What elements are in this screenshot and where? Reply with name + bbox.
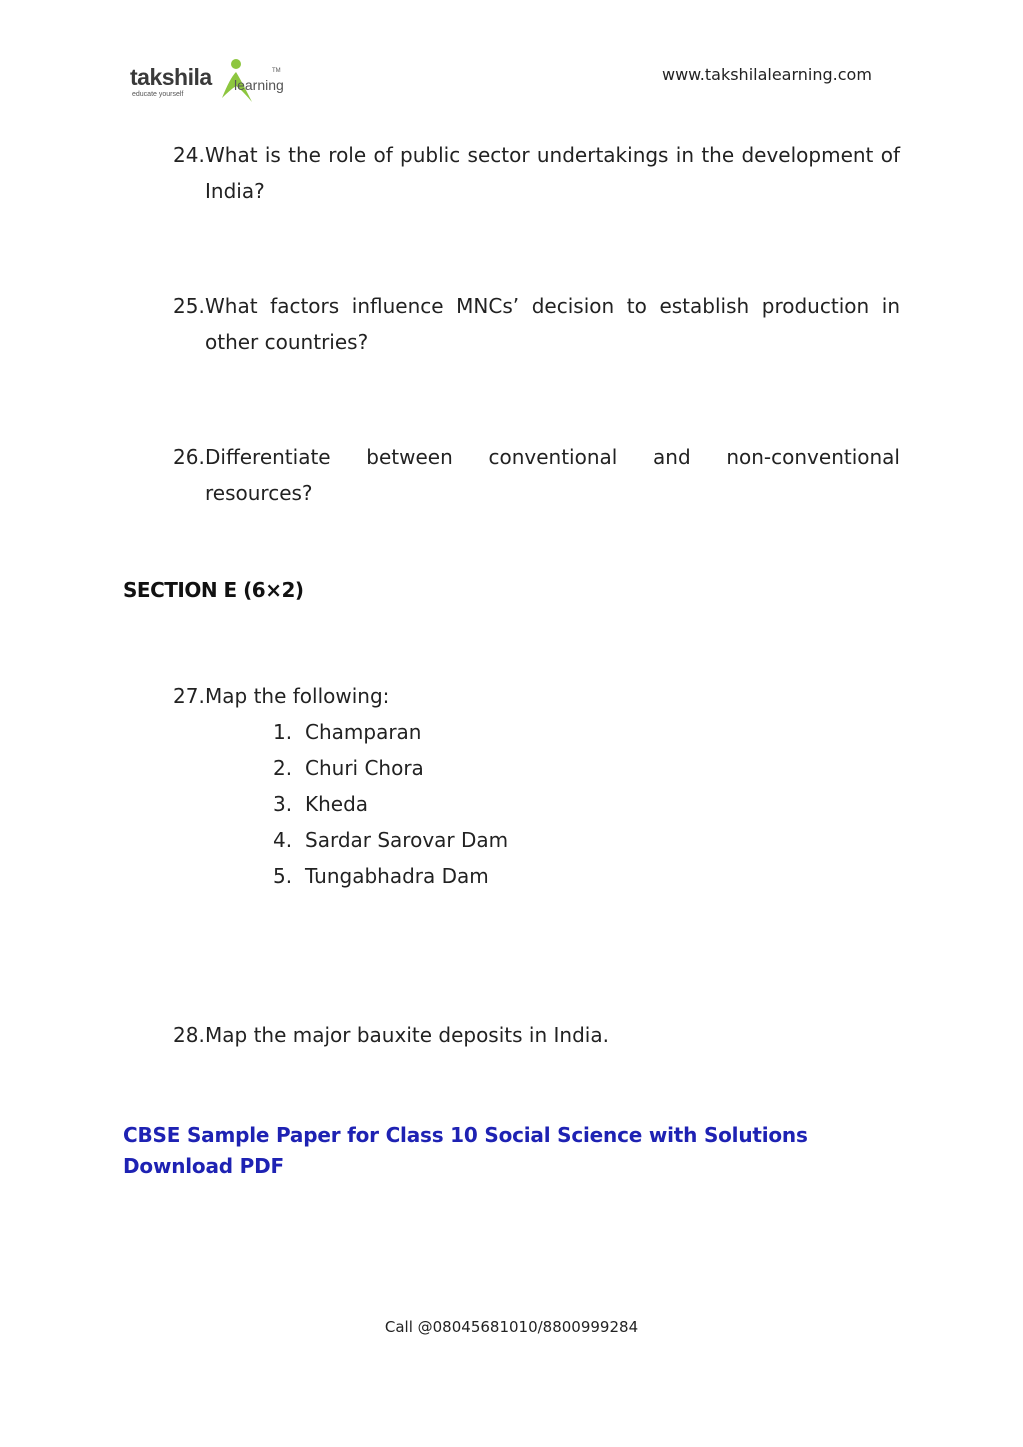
list-text: Kheda — [305, 792, 369, 816]
list-text: Churi Chora — [305, 756, 424, 780]
list-text: Champaran — [305, 720, 422, 744]
section-title: SECTION E (6×2) — [123, 578, 304, 602]
question-number: 26. — [173, 445, 205, 469]
list-item — [273, 858, 673, 894]
list-text: Tungabhadra Dam — [305, 864, 489, 888]
list-text: Sardar Sarovar Dam — [305, 828, 509, 852]
list-item — [273, 750, 673, 786]
question-number: 24. — [173, 143, 205, 167]
logo-brand: takshila — [130, 64, 212, 90]
logo-tagline: educate yourself — [132, 91, 184, 98]
list-number: 5. — [273, 864, 293, 888]
question-28 — [173, 1017, 903, 1053]
question-24 — [173, 137, 903, 209]
question-text: What is the role of public sector undertakings in the development of India? — [205, 143, 900, 203]
list-number: 2. — [273, 756, 293, 780]
question-text: Map the major bauxite deposits in India. — [205, 1023, 609, 1047]
footer-call: Call @08045681010/8800999284 — [384, 1318, 639, 1336]
question-text: What factors influence MNCs’ decision to establish production in other countries? — [205, 294, 900, 354]
question-27 — [173, 678, 903, 714]
list-number: 3. — [273, 792, 293, 816]
list-number: 1. — [273, 720, 293, 744]
logo-tm: TM — [272, 68, 281, 74]
question-number: 25. — [173, 294, 205, 318]
list-item — [273, 822, 673, 858]
list-item — [273, 714, 673, 750]
list-item — [273, 786, 673, 822]
takshila-logo — [130, 58, 290, 110]
question-26 — [173, 439, 903, 511]
question-number: 28. — [173, 1023, 205, 1047]
question-text: Differentiate between conventional and non-conventional resources? — [205, 445, 900, 505]
question-25 — [173, 288, 903, 360]
logo-brand-suffix: learning — [234, 77, 284, 93]
cbse-sample-paper-link[interactable]: CBSE Sample Paper for Class 10 Social Science with Solutions Download PDF — [123, 1123, 808, 1178]
site-url[interactable]: www.takshilalearning.com — [662, 65, 872, 84]
question-number: 27. — [173, 684, 205, 708]
question-text: Map the following: — [205, 684, 390, 708]
list-number: 4. — [273, 828, 293, 852]
